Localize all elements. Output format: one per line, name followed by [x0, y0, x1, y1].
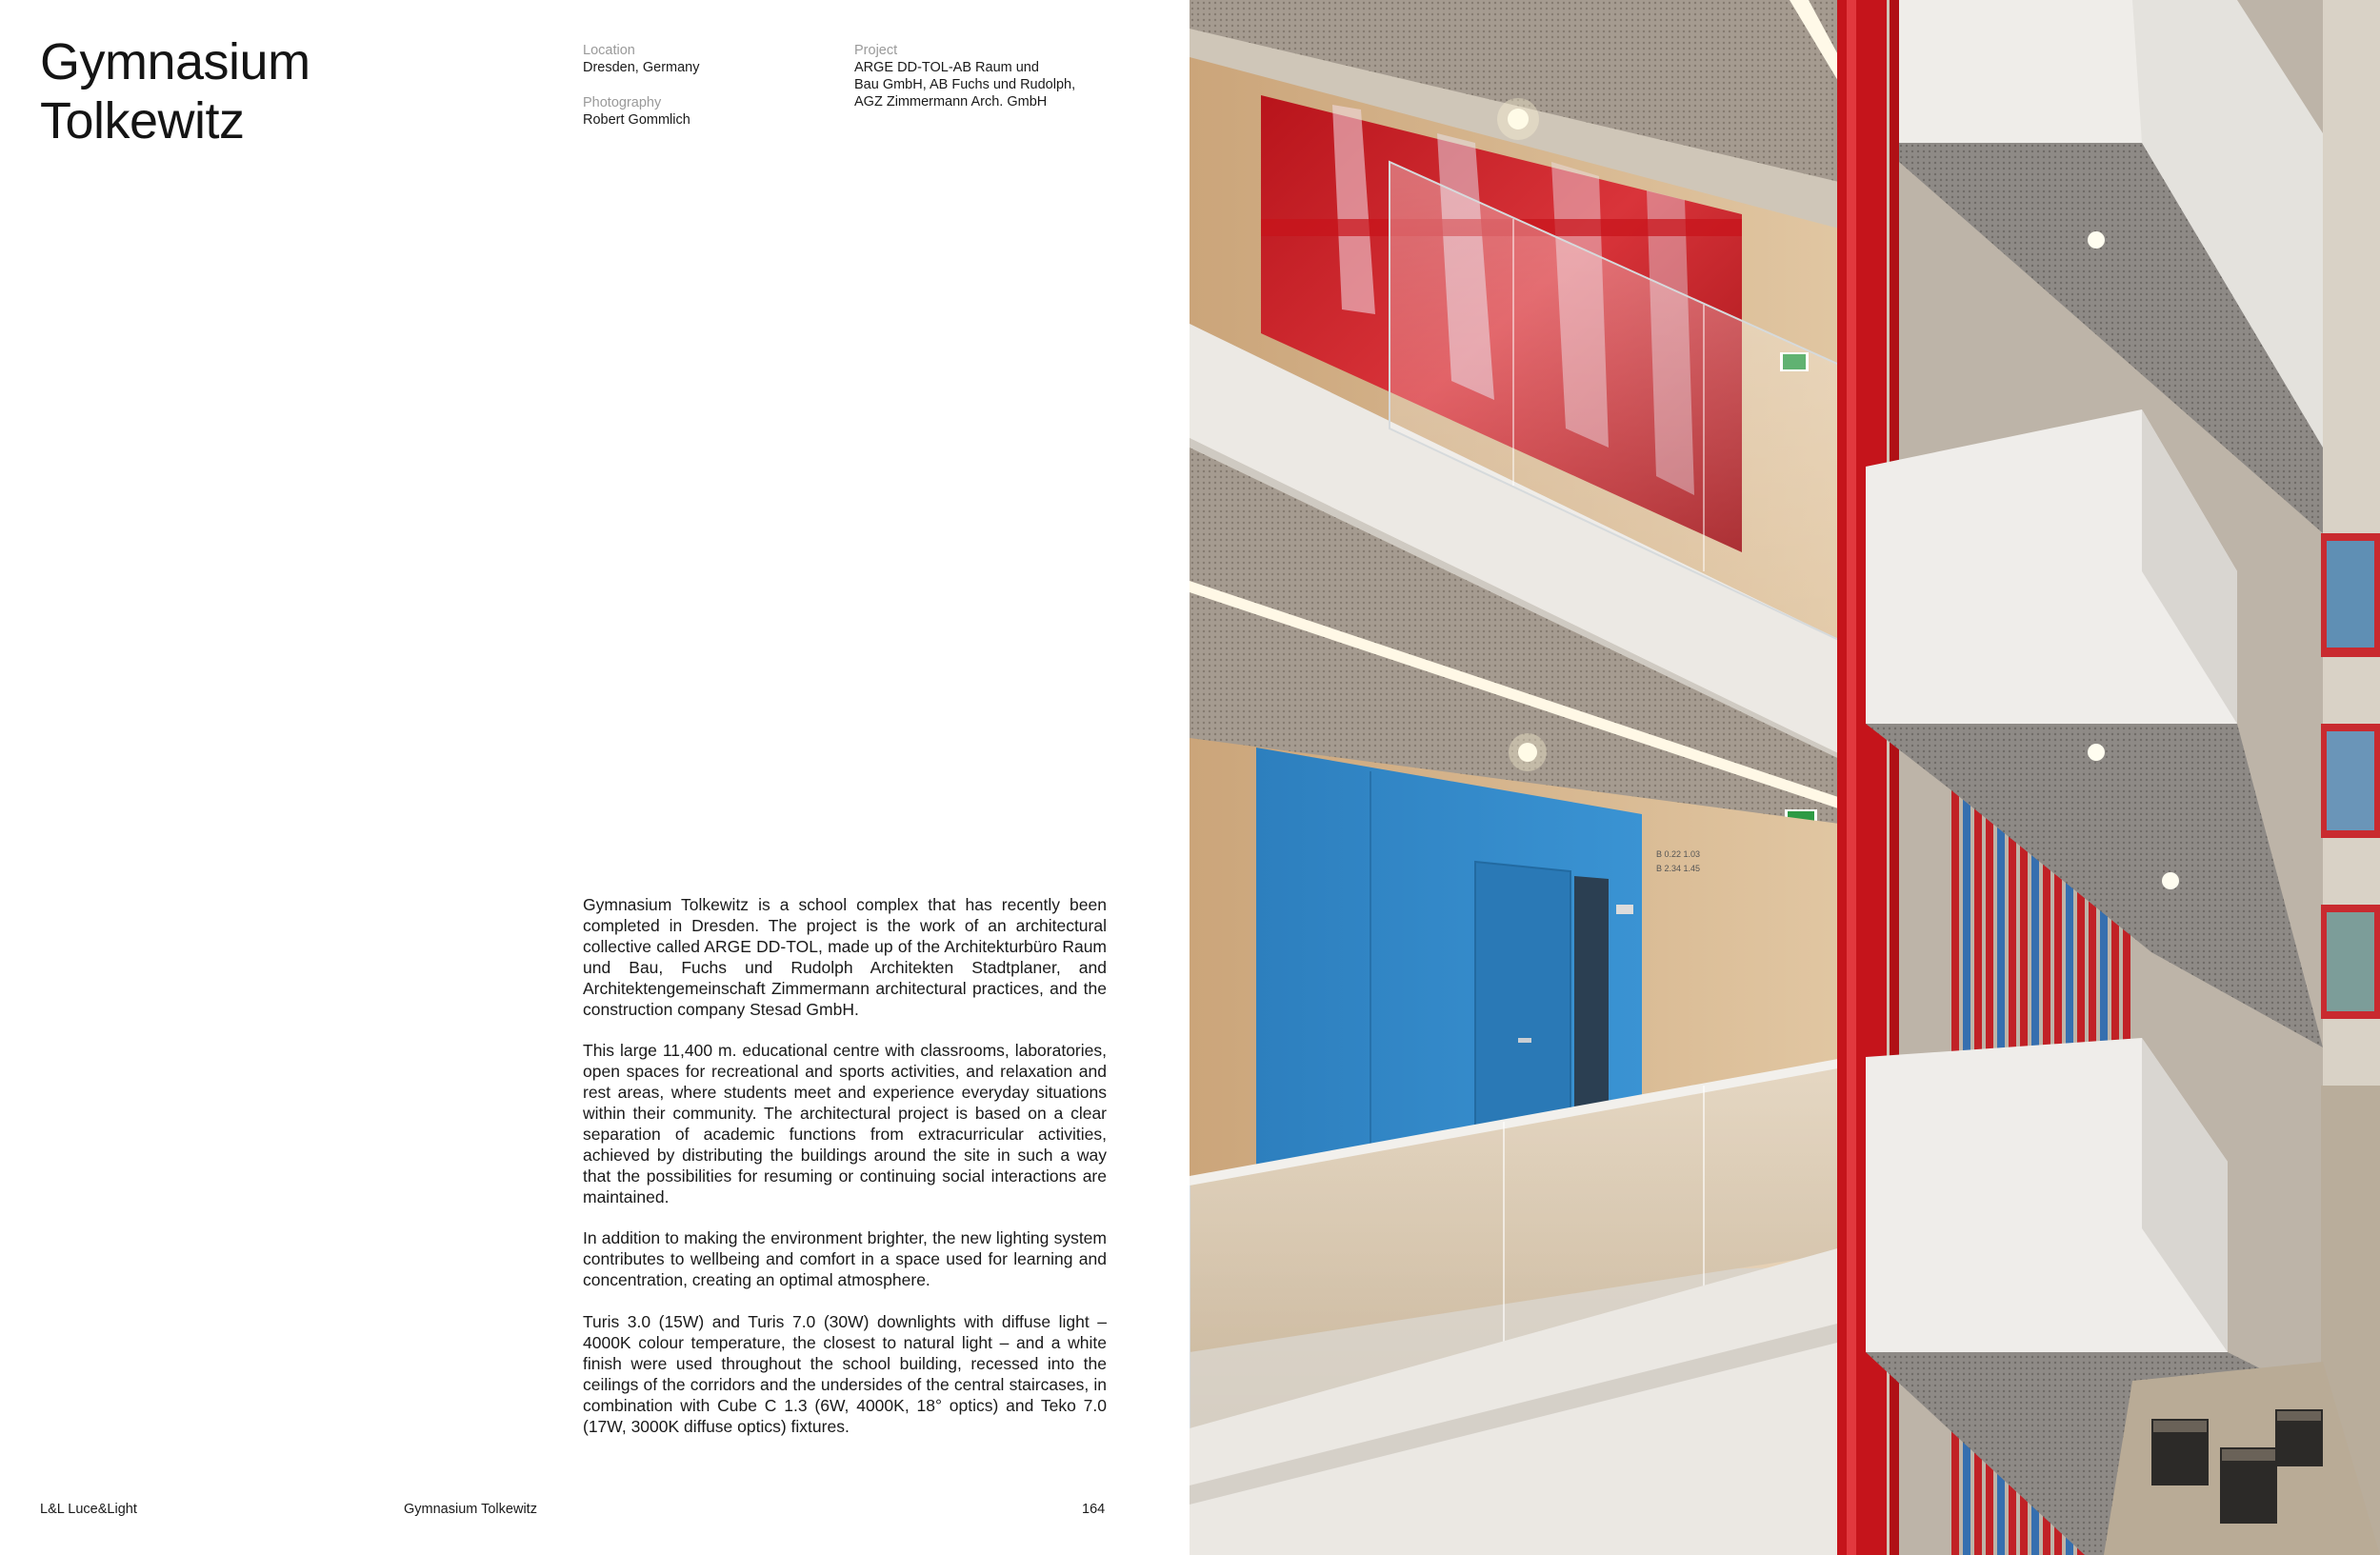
photography-value: Robert Gommlich [583, 112, 690, 128]
interior-photo-illustration [1190, 0, 2380, 1555]
project-line-3: AGZ Zimmermann Arch. GmbH [854, 94, 1048, 110]
footer-page-number: 164 [1082, 1502, 1106, 1517]
title-line-1: Gymnasium [40, 33, 310, 90]
footer-section: Gymnasium Tolkewitz [404, 1502, 537, 1517]
location-label: Location [583, 43, 635, 58]
location-value: Dresden, Germany [583, 60, 700, 75]
svg-text:B 0.22 1.03: B 0.22 1.03 [1656, 849, 1701, 859]
photography-label: Photography [583, 95, 662, 110]
footer-publication: L&L Luce&Light [40, 1502, 137, 1517]
paragraph-1: Gymnasium Tolkewitz is a school complex that has recently been completed in Dresden. The project is the work of an architectural collective called ARGE DD-TOL, made up of the Architekturbüro Raum und Bau, Fuchs und Rudolph Architekten Stadtplaner, and Architektengemeinschaft Zimmermann architectural practices, and the construction company Stesad GmbH. [583, 895, 1107, 1019]
page-title [40, 32, 310, 150]
svg-text:B 2.34 1.45: B 2.34 1.45 [1656, 864, 1701, 873]
paragraph-3: In addition to making the environment brighter, the new lighting system contributes to wellbeing and comfort in a space used for learning and concentration, creating an optimal atmosphere. [583, 1228, 1107, 1290]
title-line-2: Tolkewitz [40, 92, 245, 150]
project-label: Project [854, 43, 898, 58]
project-line-1: ARGE DD-TOL-AB Raum und [854, 60, 1039, 75]
interior-photo [1190, 0, 2380, 1555]
paragraph-2: This large 11,400 m. educational centre with classrooms, laboratories, open spaces for recreational and sports activities, and relaxation and rest areas, where students meet and experience everyday situations within their community. The architectural project is based on a clear separation of academic functions from extracurricular activities, achieved by distributing the buildings around the site in such a way that the possibilities for resuming or continuing social interactions are maintained. [583, 1041, 1107, 1206]
paragraph-4: Turis 3.0 (15W) and Turis 7.0 (30W) downlights with diffuse light – 4000K colour temperature, the closest to natural light – and a white finish were used throughout the school building, recessed into the ceilings of the corridors and the undersides of the central staircases, in combination with Cube C 1.3 (6W, 4000K, 18° optics) and Teko 7.0 (17W, 3000K diffuse optics) fixtures. [583, 1312, 1107, 1436]
article-body [583, 895, 1107, 1458]
project-line-2: Bau GmbH, AB Fuchs und Rudolph, [854, 77, 1076, 92]
